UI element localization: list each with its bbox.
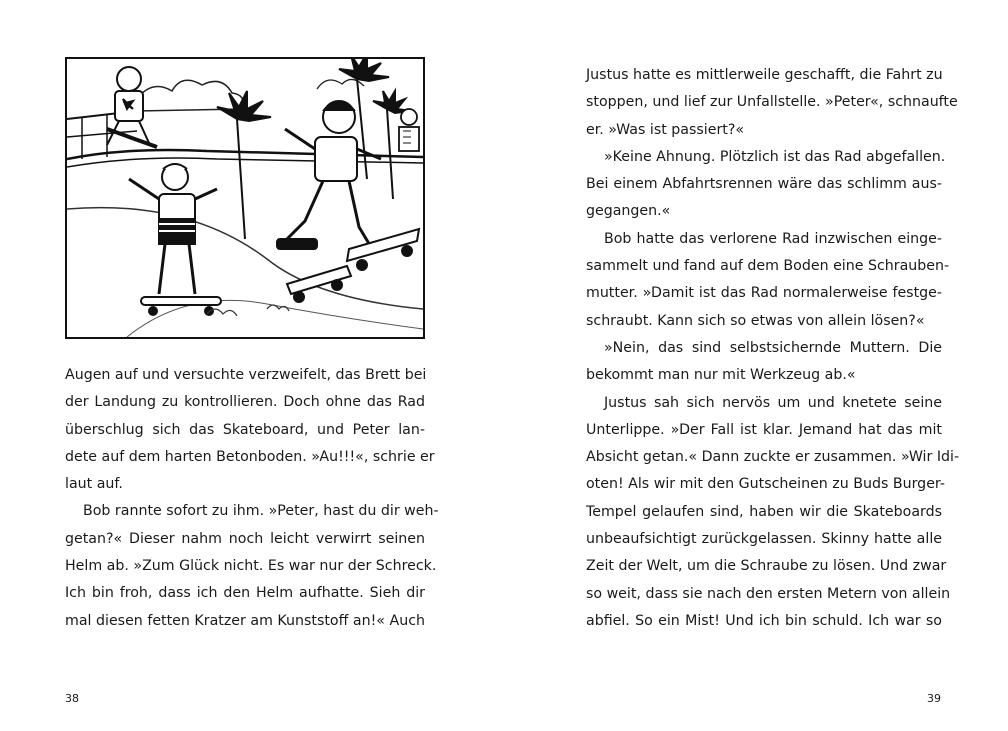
- left-page-text: [65, 362, 439, 635]
- text-line: »Keine Ahnung. Plötzlich ist das Rad abgefallen.: [604, 148, 946, 165]
- skatepark-illustration: [65, 57, 425, 339]
- text-line: Tempel gelaufen sind, haben wir die Skateboards: [586, 503, 942, 520]
- text-line: mal diesen fetten Kratzer am Kunststoff an!« Auch: [65, 612, 425, 629]
- text-line: überschlug sich das Skateboard, und Peter lan-: [65, 421, 425, 438]
- text-line: bekommt man nur mit Werkzeug ab.«: [586, 367, 856, 384]
- text-line: sammelt und fand auf dem Boden eine Schrauben-: [586, 258, 950, 275]
- text-line: unbeaufsichtigt zurückgelassen. Skinny hatte alle: [586, 531, 942, 548]
- text-line: Ich bin froh, dass ich den Helm aufhatte. Sieh dir: [65, 585, 425, 602]
- text-line: der Landung zu kontrollieren. Doch ohne das Rad: [65, 394, 425, 411]
- text-line: Zeit der Welt, um die Schraube zu lösen. Und zwar: [586, 558, 947, 575]
- text-line: Absicht getan.« Dann zuckte er zusammen. »Wir Idi-: [586, 449, 960, 466]
- text-line: dete auf dem harten Betonboden. »Au!!!«, schrie er: [65, 448, 435, 465]
- right-page: [504, 0, 1008, 731]
- right-page-text: [586, 62, 960, 635]
- text-line: Justus hatte es mittlerweile geschafft, die Fahrt zu: [586, 67, 943, 83]
- text-line: »Nein, das sind selbstsichernde Muttern. Die: [604, 339, 942, 356]
- text-line: abfiel. So ein Mist! Und ich bin schuld. Ich war so: [586, 612, 942, 629]
- text-line: Bei einem Abfahrtsrennen wäre das schlimm aus-: [586, 176, 942, 193]
- text-line: Helm ab. »Zum Glück nicht. Es war nur der Schreck.: [65, 558, 437, 575]
- page-number: 39: [927, 692, 941, 705]
- text-line: oten! Als wir mit den Gutscheinen zu Buds Burger-: [586, 476, 945, 493]
- text-line: Bob hatte das verlorene Rad inzwischen einge-: [604, 230, 942, 247]
- text-line: Justus sah sich nervös um und knetete seine: [604, 394, 942, 411]
- text-line: er. »Was ist passiert?«: [586, 121, 745, 138]
- text-line: mutter. »Damit ist das Rad normalerweise festge-: [586, 285, 942, 302]
- text-line: gegangen.«: [586, 203, 671, 220]
- text-line: laut auf.: [65, 476, 123, 493]
- text-line: stoppen, und lief zur Unfallstelle. »Peter«, schnaufte: [586, 94, 958, 111]
- text-line: Augen auf und versuchte verzweifelt, das Brett bei: [65, 367, 427, 383]
- text-line: Bob rannte sofort zu ihm. »Peter, hast du dir weh-: [83, 503, 439, 520]
- page-number: 38: [65, 692, 79, 705]
- text-line: so weit, dass sie nach den ersten Metern von allein: [586, 585, 951, 602]
- skatepark-drawing: [67, 59, 423, 337]
- text-line: schraubt. Kann sich so etwas von allein lösen?«: [586, 312, 925, 329]
- text-line: Unterlippe. »Der Fall ist klar. Jemand hat das mit: [586, 421, 942, 438]
- text-line: getan?« Dieser nahm noch leicht verwirrt seinen: [65, 530, 425, 547]
